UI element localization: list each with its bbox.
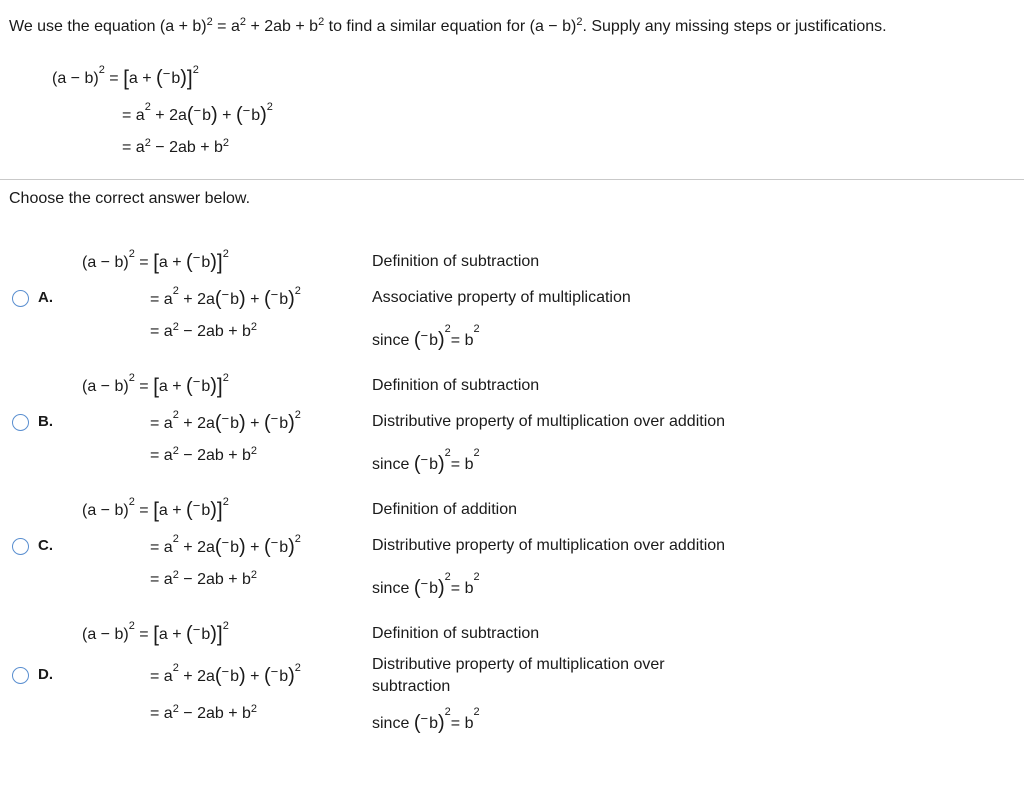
justification-1: Definition of addition <box>372 501 517 518</box>
question-text: We use the equation $(a + b)^2 = a^2 + 2ab + b^2$ to find a similar equation for $(a - b)^2$. Supply any missing steps or justifications. <box>9 16 887 35</box>
option-letter[interactable]: A. <box>38 289 53 306</box>
justification-3: since $(^-b)^2= b^2$ <box>372 571 480 599</box>
deriv-line-3: = $a^2 - 2ab + b^2$ <box>150 321 258 340</box>
deriv-line-1: $(a - b)^2 = [a + (^-b)]^2$ <box>52 64 199 90</box>
deriv-line-1: $(a - b)^2 = [a + (^-b)]^2$ <box>82 620 229 646</box>
deriv-line-2: = $a^2 + 2a(^-b) + (^-b)^2$ <box>150 662 301 687</box>
justification-1: Definition of subtraction <box>372 625 540 642</box>
justification-2: Associative property of multiplication <box>372 289 631 306</box>
justification-1: Definition of subtraction <box>372 377 540 394</box>
justification-2: Distributive property of multiplication over addition <box>372 413 726 430</box>
justification-3: since $(^-b)^2= b^2$ <box>372 706 480 734</box>
justification-2: Distributive property of multiplication over addition <box>372 537 726 554</box>
answer-prompt: Choose the correct answer below. <box>9 190 251 207</box>
deriv-line-3: = $a^2 - 2ab + b^2$ <box>122 137 230 156</box>
divider <box>0 179 1024 180</box>
deriv-line-2: = $a^2 + 2a(^-b) + (^-b)^2$ <box>150 409 301 434</box>
deriv-line-3: = $a^2 - 2ab + b^2$ <box>150 703 258 722</box>
deriv-line-2: = $a^2 + 2a(^-b) + (^-b)^2$ <box>122 101 273 126</box>
justification-1: Definition of subtraction <box>372 253 540 270</box>
justification-3: since $(^-b)^2= b^2$ <box>372 447 480 475</box>
option-letter[interactable]: D. <box>38 666 53 683</box>
justification-2: Distributive property of multiplication over subtraction <box>372 656 665 695</box>
option-letter[interactable]: B. <box>38 413 53 430</box>
deriv-line-3: = $a^2 - 2ab + b^2$ <box>150 445 258 464</box>
radio-option-d[interactable] <box>12 667 29 684</box>
radio-option-c[interactable] <box>12 538 29 555</box>
deriv-line-1: $(a - b)^2 = [a + (^-b)]^2$ <box>82 372 229 398</box>
deriv-line-3: = $a^2 - 2ab + b^2$ <box>150 569 258 588</box>
justification-3: since $(^-b)^2= b^2$ <box>372 323 480 351</box>
deriv-line-1: $(a - b)^2 = [a + (^-b)]^2$ <box>82 496 229 522</box>
radio-option-b[interactable] <box>12 414 29 431</box>
deriv-line-2: = $a^2 + 2a(^-b) + (^-b)^2$ <box>150 533 301 558</box>
deriv-line-1: $(a - b)^2 = [a + (^-b)]^2$ <box>82 248 229 274</box>
deriv-line-2: = $a^2 + 2a(^-b) + (^-b)^2$ <box>150 285 301 310</box>
radio-option-a[interactable] <box>12 290 29 307</box>
option-letter[interactable]: C. <box>38 537 53 554</box>
